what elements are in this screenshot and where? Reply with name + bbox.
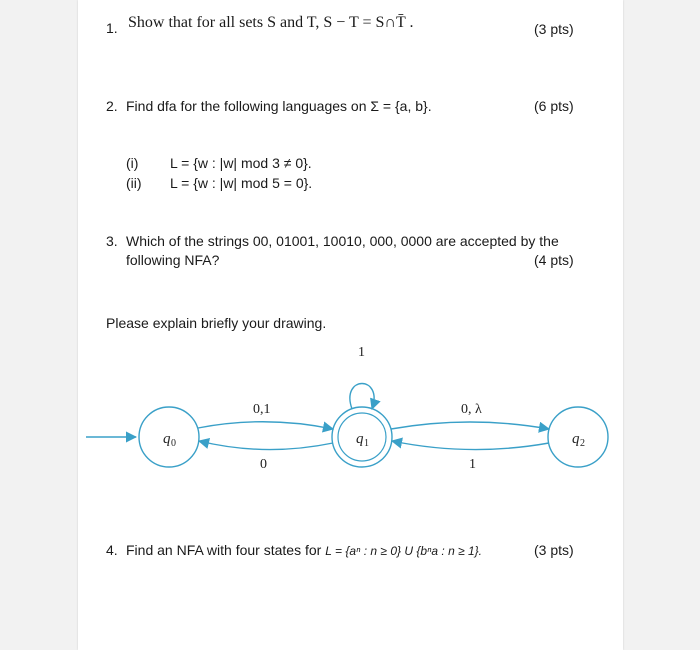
q1-text: Show that for all sets S and T, S − T = S∩T̄ .: [128, 14, 414, 31]
q4-number: 4.: [106, 542, 118, 558]
q3-explain-text: Please explain briefly your drawing.: [106, 315, 327, 331]
q3-points: (4 pts): [534, 252, 574, 268]
worksheet-page: [78, 0, 623, 650]
q2-item-expr: L = {w : |w| mod 5 = 0}.: [170, 175, 313, 191]
q2-item-label: (ii): [126, 175, 142, 191]
edge-label: 1: [358, 345, 365, 360]
edge-q1-q2: [391, 422, 549, 429]
edge-label: 0,1: [253, 402, 271, 417]
q3-text-line1: Which of the strings 00, 01001, 10010, 000, 0000 are accepted by the: [126, 233, 559, 249]
edge-label: 0, λ: [461, 402, 482, 417]
state-label: q: [572, 431, 580, 447]
edge-label: 0: [260, 457, 267, 472]
q4-language-expr: L = {aⁿ : n ≥ 0} U {bⁿa : n ≥ 1}.: [325, 544, 483, 558]
q2-item-expr: L = {w : |w| mod 3 ≠ 0}.: [170, 155, 312, 171]
state-subscript: 0: [171, 438, 176, 449]
state-subscript: 2: [580, 438, 585, 449]
edge-q1-q0: [199, 441, 333, 450]
q3-number: 3.: [106, 233, 118, 249]
q4-text: [126, 542, 482, 558]
edge-label: 1: [469, 457, 476, 472]
state-q2: [548, 407, 608, 467]
q1-number: 1.: [106, 20, 118, 36]
edge-q2-q1: [392, 441, 549, 450]
state-label: q: [163, 431, 171, 447]
nfa-diagram: [78, 335, 623, 475]
q3-text-line2: following NFA?: [126, 252, 220, 268]
q1-points: (3 pts): [534, 21, 574, 37]
q2-number: 2.: [106, 98, 118, 114]
state-q0: [139, 407, 199, 467]
q4-text-prefix: Find an NFA with four states for: [126, 542, 326, 558]
q2-text: Find dfa for the following languages on Σ = {a, b}.: [126, 98, 432, 114]
q2-points: (6 pts): [534, 98, 574, 114]
state-subscript: 1: [364, 438, 369, 449]
q2-item-label: (i): [126, 155, 139, 171]
state-label: q: [356, 431, 364, 447]
state-q1-final: [332, 407, 392, 467]
edge-q0-q1: [198, 422, 333, 429]
edge-q1-self-loop: [350, 384, 374, 410]
q4-points: (3 pts): [534, 542, 574, 558]
